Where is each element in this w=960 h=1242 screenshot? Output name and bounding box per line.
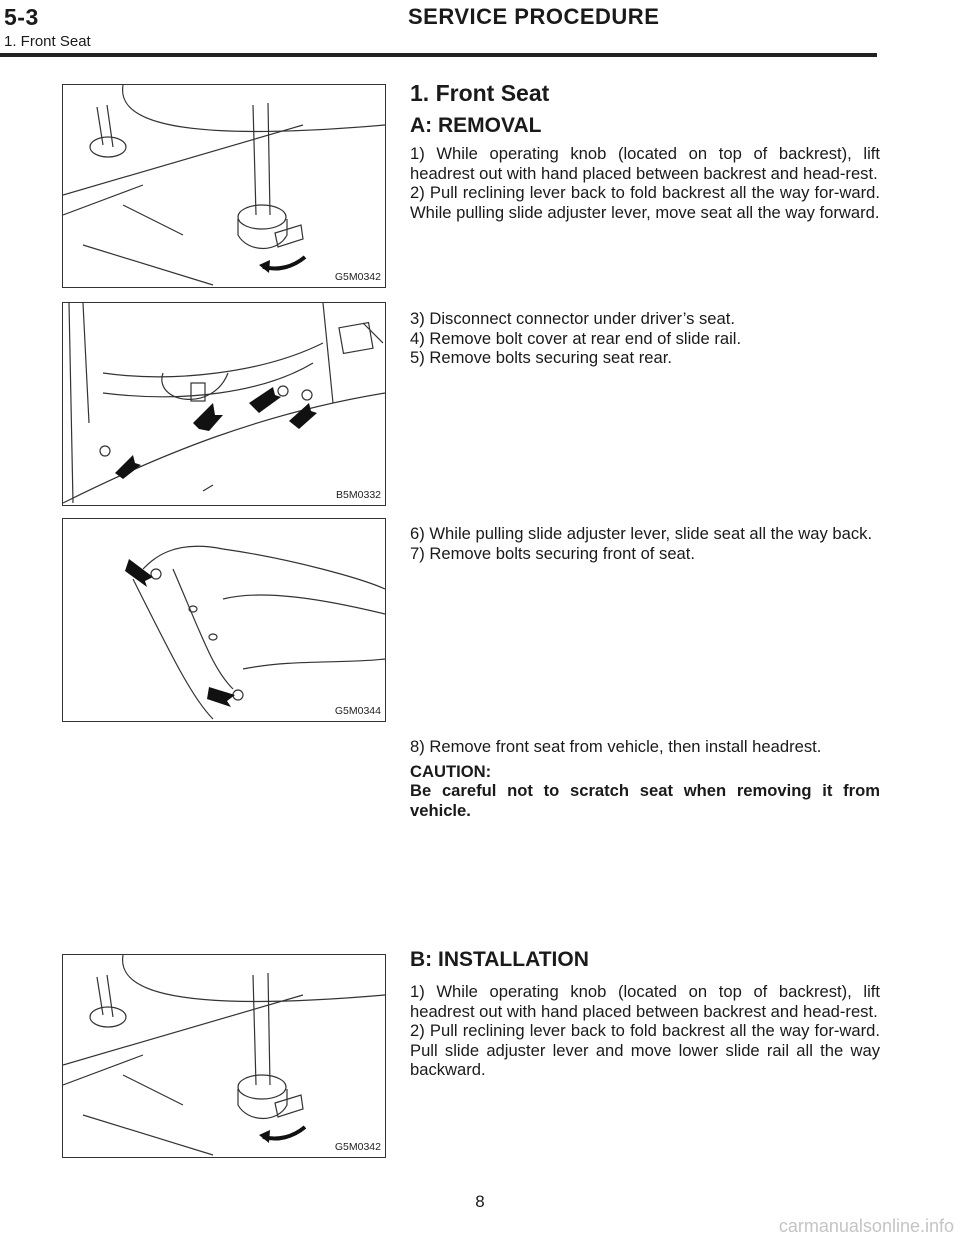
caution-text: Be careful not to scratch seat when removing it from vehicle. (410, 781, 880, 820)
step-text: 1) While operating knob (located on top of backrest), lift headrest out with hand placed between backrest and head-rest. (410, 982, 880, 1021)
figure-id-label: G5M0342 (334, 1141, 381, 1153)
figure-id-label: G5M0344 (334, 705, 381, 717)
removal-steps-2 (410, 309, 880, 368)
step-text: 3) Disconnect connector under driver’s seat. (410, 309, 735, 328)
figure-seat-rear-bolts (62, 302, 386, 506)
caution-heading: CAUTION: (410, 761, 492, 781)
rotation-arrow (259, 260, 270, 273)
step-text: 8) Remove front seat from vehicle, then install headrest. (410, 737, 822, 756)
page-title: SERVICE PROCEDURE (408, 4, 660, 29)
figure-id-label: G5M0342 (334, 271, 381, 283)
removal-steps-3 (410, 524, 880, 563)
installation-steps (410, 982, 880, 1080)
pointer-arrow (289, 403, 317, 429)
removal-steps-4 (410, 737, 880, 820)
headrest-illustration (63, 955, 385, 1157)
subsection-title: 1. Front Seat (4, 33, 91, 50)
page-number: 8 (475, 1192, 485, 1211)
figure-headrest-installation (62, 954, 386, 1158)
step-text: 7) Remove bolts securing front of seat. (410, 543, 695, 563)
step-text: 6) While pulling slide adjuster lever, slide seat all the way back. (410, 524, 873, 543)
step-text: 5) Remove bolts securing seat rear. (410, 348, 672, 368)
step-text: 2) Pull reclining lever back to fold backrest all the way for-ward. While pulling slide adjuster lever, move seat all the way forward. (410, 183, 880, 222)
step-text: 4) Remove bolt cover at rear end of slide rail. (410, 328, 742, 348)
removal-heading: A: REMOVAL (410, 114, 542, 137)
watermark: carmanualsonline.info (778, 1216, 954, 1236)
installation-heading: B: INSTALLATION (410, 948, 589, 971)
step-text: 1) While operating knob (located on top of backrest), lift headrest out with hand placed between backrest and head-rest. (410, 144, 880, 183)
section-number: 5-3 (4, 4, 39, 30)
header-rule (0, 53, 877, 57)
removal-steps-1 (410, 144, 880, 222)
rotation-arrow (259, 1130, 270, 1143)
headrest-illustration (63, 85, 385, 287)
seat-front-illustration (63, 519, 385, 721)
figure-headrest-removal (62, 84, 386, 288)
step-text: 2) Pull reclining lever back to fold backrest all the way for-ward. Pull slide adjuster lever and move lower slide rail all the way backward. (410, 1021, 880, 1080)
pointer-arrow (207, 687, 235, 707)
seat-rear-illustration (63, 303, 385, 505)
pointer-arrow (249, 387, 281, 413)
pointer-arrow (193, 403, 223, 431)
figure-seat-front-bolts (62, 518, 386, 722)
pointer-arrow (115, 455, 141, 479)
figure-id-label: B5M0332 (336, 489, 381, 501)
section-heading: 1. Front Seat (410, 80, 550, 106)
